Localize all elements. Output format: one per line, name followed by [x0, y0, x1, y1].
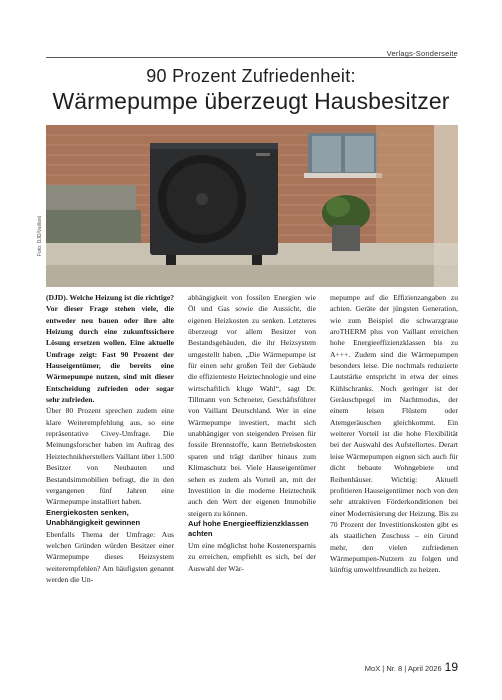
article-photo	[46, 125, 458, 287]
paragraph: Über 80 Prozent sprechen zudem eine klare Weiterempfehlung aus, so eine repräsentative Civey-Umfrage. Die Meinungsforscher haben im Auftrag des Heiztechnikherstellers Vaillant über 1.500 Besitzer von Neubauten und Bestandsimmobilien befragt, die in den vergangenen fünf Jahren eine Wärmepumpe installiert haben.	[46, 406, 174, 507]
paragraph: mepumpe auf die Effizienzangaben zu achten. Geräte der jüngsten Generation, wie zum Beispiel die schwarzgraue aroTHERM plus von Vaillant erreichen hohe Energieeffizienzklassen bis zu A+++. Zudem sind die Wärmepumpen besonders leise. Die nochmals reduzierte Lautstärke entspricht in etwa der eines Kühlschranks. Noch geringer ist der Geräuschpegel im Nachtmodus, der einem leisen Flüstern oder Atemgeräuschen gleichkommt. Ein weiterer Vorteil ist die hohe Flexibilität bei der Auswahl des Aufstellortes. Derart leise Wärmepumpen eignen sich auch für dicht bebaute Wohngebiete und Reihenhäuser. Wichtig: Aktuell profitieren Hauseigentümer noch von den sehr attraktiven Förderkonditionen bei einer Modernisierung der Heizung. Bis zu 70 Prozent der Investitionskosten gibt es als staatlichen Zuschuss – ein Grund mehr, den vielen zufriedenen Wärmepumpen-Nutzern zu folgen und künftig umweltfreundlich zu heizen.	[330, 293, 458, 575]
subheading: Energiekosten senken, Unabhängigkeit gewinnen	[46, 507, 141, 528]
column-2	[188, 292, 316, 574]
column-1	[46, 292, 174, 585]
photo-credit: Foto: DJD/Vaillant	[37, 216, 43, 256]
paragraph: Ebenfalls Thema der Umfrage: Aus welchen Gründen würden Besitzer einer Wärmepumpe dieses Heizsystem weiterempfehlen? Am häufigsten genannt werden die Un-	[46, 529, 174, 584]
article-kicker: 90 Prozent Zufriedenheit:	[146, 66, 356, 86]
paragraph: Um eine möglichst hohe Kostenersparnis zu erreichen, empfiehlt es sich, bei der Auswahl der Wär-	[188, 540, 316, 573]
article-body	[46, 292, 458, 644]
subheading: Auf hohe Energieeffizienzklassen achten	[188, 518, 309, 539]
page-number: 19	[444, 660, 458, 674]
article-lead: (DJD). Welche Heizung ist die richtige? Vor dieser Frage stehen viele, die entweder neu bauen oder ihre alte Heizung durch eine zukunftssichere Lösung ersetzen wollen. Eine aktuelle Umfrage zeigt: Fast 90 Prozent der Hauseigentümer, die bereits eine Wärmepumpe nutzen, sind mit dieser Entscheidung zufrieden oder sogar sehr zufrieden.	[46, 293, 174, 405]
paragraph: abhängigkeit von fossilen Energien wie Öl und Gas sowie die Aussicht, die eigenen Heizkosten zu senken. Letzteres überzeugt vor allem Besitzer von Bestandsgebäuden, die ihr Heizsystem umgestellt haben. „Die Wärmepumpe ist für einen sehr großen Teil der Gebäude die effizienteste Heiztechnologie und eine wirtschaftlich kluge Wahl“, sagt Dr. Tillmann von Schroeter, Geschäftsführer von Vaillant Deutschland. Wer in eine Wärmepumpe investiert, macht sich unabhängiger von steigenden Preisen für fossile Brennstoffe, kann Betriebskosten sparen und trägt darüber hinaus zum Klimaschutz bei. Viele Hauseigentümer sehen es zudem als Vorteil an, mit der Investition in die moderne Heiztechnik auch den Wert der eigenen Immobilie steigern zu können.	[188, 293, 316, 518]
section-label: Verlags-Sonderseite	[386, 49, 458, 58]
article-headline: Wärmepumpe überzeugt Hausbesitzer	[52, 88, 450, 114]
issue-info: MoX | Nr. 8 | April 2026	[364, 664, 442, 673]
column-3	[330, 292, 458, 576]
page-footer	[365, 660, 458, 674]
